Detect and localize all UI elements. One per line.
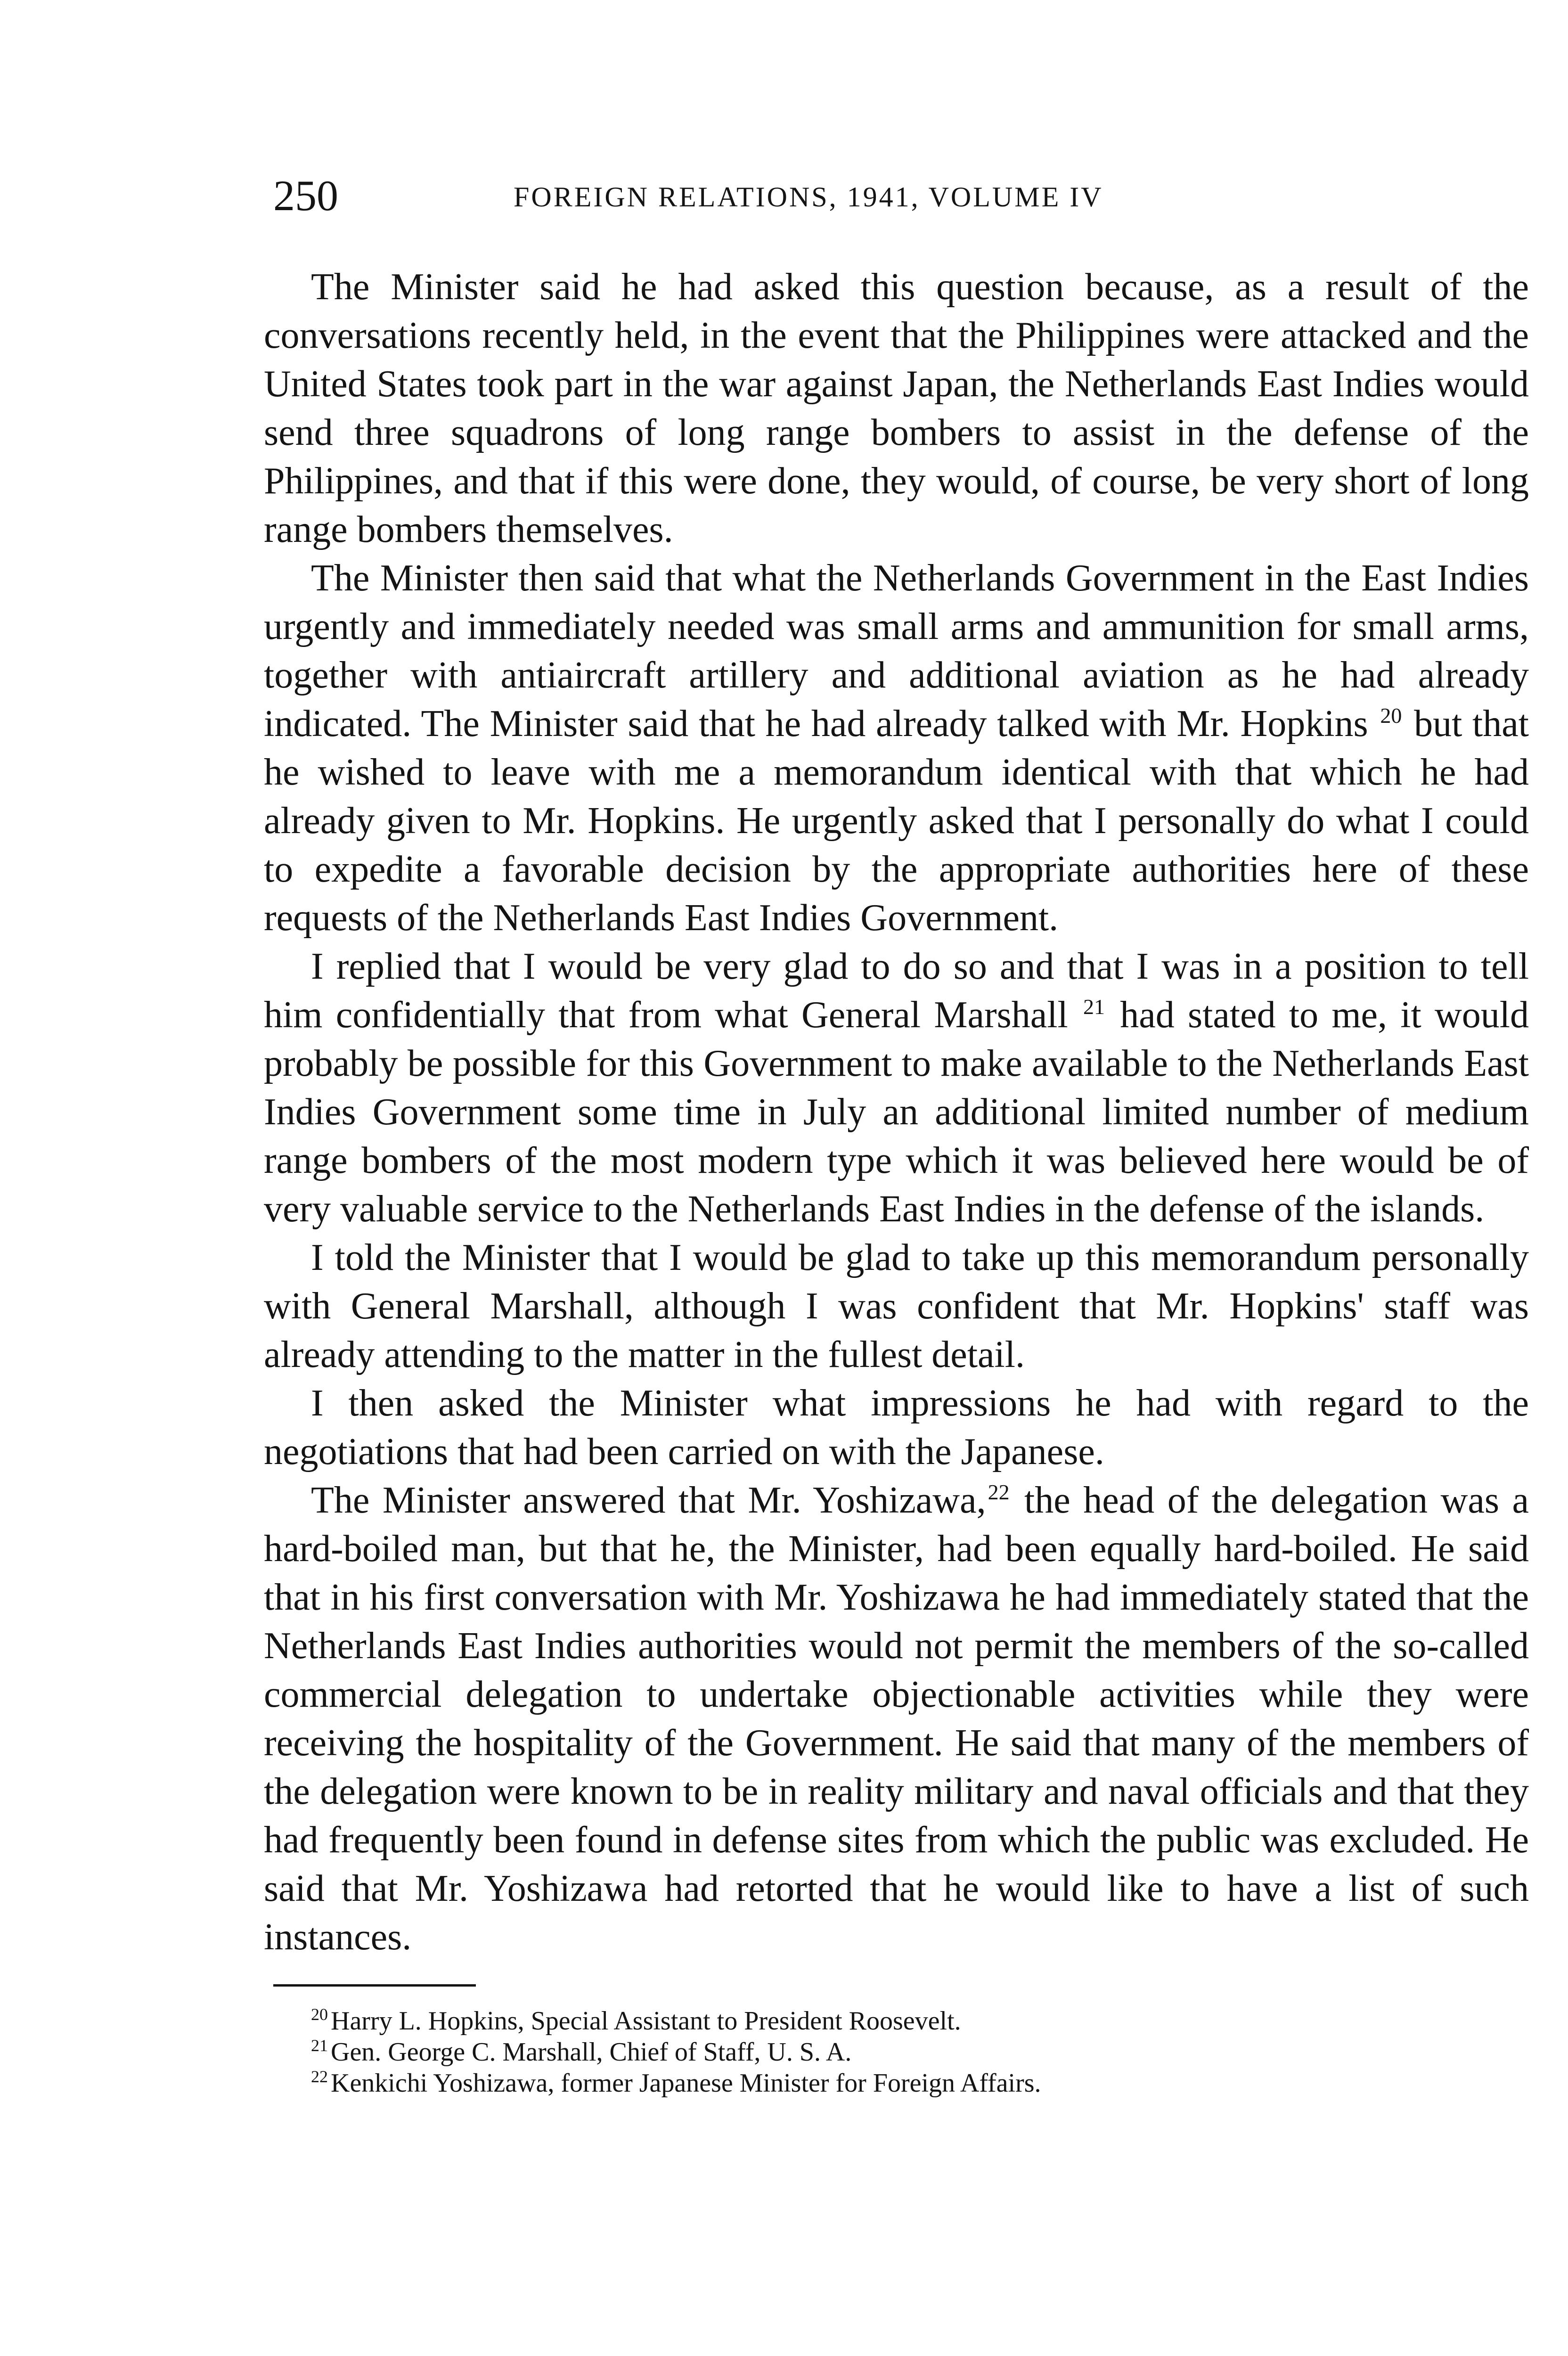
footnote-number: 20	[311, 2005, 328, 2024]
footnote	[311, 2068, 1529, 2099]
footnotes	[264, 2005, 1529, 2099]
footnote-number: 22	[311, 2067, 328, 2086]
paragraph-text: I replied that I would be very glad to do so and that I was in a position to tell him confidentially that from what General Marshall	[264, 946, 1529, 1036]
paragraph	[264, 1379, 1529, 1476]
footnote	[311, 2005, 1529, 2037]
footnote-ref: 21	[1083, 995, 1105, 1019]
body-text	[264, 263, 1529, 1962]
page-header	[264, 170, 1529, 226]
footnote-ref: 20	[1380, 704, 1402, 728]
paragraph-text: had stated to me, it would probably be possible for this Government to make available to the Netherlands East Indies Government some time in July an additional limited number of medium range bombers of the most modern type which it was believed here would be of very valuable service to the Netherlands East Indies in the defense of the islands.	[264, 994, 1529, 1230]
footnote-ref: 22	[988, 1480, 1010, 1505]
paragraph	[264, 942, 1529, 1234]
paragraph	[264, 1234, 1529, 1379]
footnote-text: Gen. George C. Marshall, Chief of Staff, U. S. A.	[331, 2037, 852, 2067]
footnote-divider	[273, 1984, 476, 1987]
running-head: FOREIGN RELATIONS, 1941, VOLUME IV	[514, 181, 1103, 213]
paragraph	[264, 554, 1529, 942]
footnote	[311, 2037, 1529, 2068]
paragraph-text: the head of the delegation was a hard-boiled man, but that he, the Minister, had been equally hard-boiled. He said that in his first conversation with Mr. Yoshizawa he had immediately stated that the Netherlands East Indies authorities would not permit the members of the so-called commercial delegation to undertake objectionable activities while they were receiving the hospitality of the Government. He said that many of the members of the delegation were known to be in reality military and naval officials and that they had frequently been found in defense sites from which the public was excluded. He said that Mr. Yoshizawa had retorted that he would like to have a list of such instances.	[264, 1480, 1529, 1958]
paragraph	[264, 1476, 1529, 1962]
paragraph-text: but that he wished to leave with me a memorandum identical with that which he had already given to Mr. Hopkins. He urgently asked that I personally do what I could to expedite a favorable decision by the appropriate authorities here of these requests of the Netherlands East Indies Government.	[264, 703, 1529, 939]
paragraph	[264, 263, 1529, 554]
paragraph-text: I then asked the Minister what impressions he had with regard to the negotiations that had been carried on with the Japanese.	[264, 1383, 1529, 1472]
footnote-number: 21	[311, 2036, 328, 2055]
paragraph-text: The Minister then said that what the Netherlands Government in the East Indies urgently and immediately needed was small arms and ammunition for small arms, together with antiaircraft artillery and additional aviation as he had already indicated. The Minister said that he had already talked with Mr. Hopkins	[264, 557, 1529, 744]
paragraph-text: I told the Minister that I would be glad to take up this memorandum personally with General Marshall, although I was confident that Mr. Hopkins' staff was already attending to the matter in the fullest detail.	[264, 1237, 1529, 1375]
paragraph-text: The Minister answered that Mr. Yoshizawa,	[311, 1480, 986, 1521]
footnote-text: Kenkichi Yoshizawa, former Japanese Minister for Foreign Affairs.	[331, 2069, 1041, 2098]
footnote-text: Harry L. Hopkins, Special Assistant to President Roosevelt.	[331, 2006, 961, 2036]
page-number: 250	[273, 172, 338, 220]
paragraph-text: The Minister said he had asked this question because, as a result of the conversations recently held, in the event that the Philippines were attacked and the United States took part in the war against Japan, the Netherlands East Indies would send three squadrons of long range bombers to assist in the defense of the Philippines, and that if this were done, they would, of course, be very short of long range bombers themselves.	[264, 266, 1529, 550]
document-page	[264, 170, 1529, 2099]
